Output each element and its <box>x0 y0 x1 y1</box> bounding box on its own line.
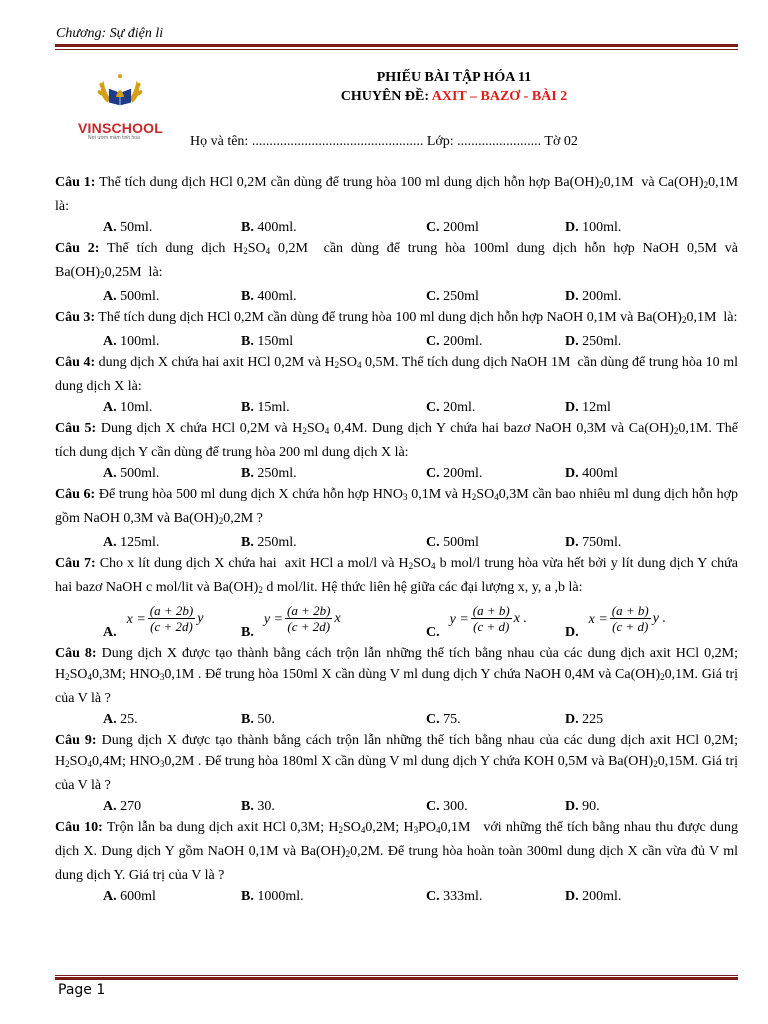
option-d: D. 200ml. <box>565 289 622 304</box>
formula-option-c: C. y = $\frac{(a + b)}{(c + d)}$ x . <box>426 603 527 640</box>
question-number: Câu 1: <box>55 175 96 190</box>
option-b: B. 150ml <box>241 334 294 349</box>
option-b: B. 250ml. <box>241 535 297 550</box>
title-line-1: PHIẾU BÀI TẬP HÓA 11 <box>376 70 532 85</box>
option-a: A. 600ml <box>103 889 156 904</box>
formula-option-b: B. y = $\frac{(a + 2b)}{(c + 2d)}$ x <box>241 603 341 640</box>
option-c: C. 300. <box>426 799 468 814</box>
question-number: Câu 8: <box>55 646 97 661</box>
option-d: D. 12ml <box>565 400 611 415</box>
answer-options <box>55 532 738 553</box>
option-b: B. 30. <box>241 799 275 814</box>
answer-options <box>55 886 738 907</box>
question-7 <box>55 553 738 601</box>
question-text: dung dịch X chứa hai axit HCl 0,2M và $H_2SO_4$ 0,5M. Thể tích dung dịch NaOH 1M cần dùng để trung hòa 10 ml dung dịch X là: <box>55 355 739 394</box>
option-a: A. 500ml. <box>103 466 160 481</box>
option-d: D. 750ml. <box>565 535 622 550</box>
question-list <box>55 172 738 907</box>
question-1 <box>55 172 738 217</box>
option-d: D. 100ml. <box>565 220 622 235</box>
chapter-header: Chương: Sự điện li <box>56 26 164 41</box>
option-c: C. 250ml <box>426 289 479 304</box>
option-a: A. 25. <box>103 712 138 727</box>
formula-option-a: A. x = $\frac{(a + 2b)}{(c + 2d)}$ y <box>103 603 204 640</box>
worksheet-title <box>0 70 768 86</box>
logo-wordmark: VINSCHOOL <box>78 120 164 136</box>
formula-option-d: D. x = $\frac{(a + b)}{(c + d)}$ y . <box>565 603 666 640</box>
question-text: Thể tích dung dịch HCl 0,2M cần dùng để trung hòa 100 ml dung dịch hỗn hợp NaOH 0,1M và $Ba(OH)_20,1M$ là: <box>95 310 738 325</box>
question-number: Câu 3: <box>55 310 96 325</box>
footer-rule-thick <box>55 977 738 980</box>
formula-options <box>55 603 738 643</box>
title-prefix: CHUYÊN ĐỀ: <box>340 89 432 104</box>
footer-rule-thin <box>55 975 738 976</box>
question-4 <box>55 352 738 397</box>
option-b: B. 1000ml. <box>241 889 304 904</box>
question-text: Trộn lẫn ba dung dịch axit HCl 0,3M; $H_2SO_40,2M$; $H_3PO_40,1M$ với những thể tích bằng nhau thu được dung dịch X. Dung dịch Y gồm NaOH 0,1M và $Ba(OH)_20,2M$. Để trung hòa hoàn toàn 300ml dung dịch X cần vừa đủ V ml dung dịch Y. Giá trị của V là ? <box>55 820 739 883</box>
header-rule-thick <box>55 44 738 47</box>
question-2 <box>55 238 738 286</box>
question-3 <box>55 307 738 331</box>
option-b: B. 400ml. <box>241 220 297 235</box>
question-8 <box>55 643 738 709</box>
student-info-line: Họ và tên: ................................................. Lớp: ........................ Tờ 02 <box>190 134 578 149</box>
option-d: D. 200ml. <box>565 889 622 904</box>
answer-options <box>55 331 738 352</box>
option-d: D. 400ml <box>565 466 618 481</box>
question-text: Dung dịch X được tạo thành bằng cách trộn lẫn những thể tích bằng nhau của các dung dịch axit HCl 0,2M; $H_2SO_40,4M$; $HNO_30,2M$ . Để trung hòa 180ml X cần dùng V ml dung dịch Y chứa KOH 0,5M và $Ba(OH)_20,15M$. Giá trị của V là ? <box>55 733 738 793</box>
question-text: Cho x lít dung dịch X chứa hai axit HCl a mol/l và $H_2SO_4$ b mol/l trung hòa vừa hết bởi y lít dung dịch Y chứa hai bazơ NaOH c mol/lit và $Ba(OH)_2$ d mol/lit. Hệ thức liên hệ giữa các đại lượng x, y, a ,b là: <box>55 556 738 595</box>
option-c: C. 500ml <box>426 535 479 550</box>
option-b: B. 15ml. <box>241 400 290 415</box>
question-9 <box>55 730 738 796</box>
question-number: Câu 10: <box>55 820 103 835</box>
option-a: A. 500ml. <box>103 289 160 304</box>
option-a: A. 270 <box>103 799 142 814</box>
question-6 <box>55 484 738 532</box>
worksheet-subtitle <box>0 89 768 105</box>
option-a: A. 50ml. <box>103 220 153 235</box>
title-topic: AXIT – BAZƠ - BÀI 2 <box>431 89 568 104</box>
option-b: B. 50. <box>241 712 275 727</box>
option-a: A. 125ml. <box>103 535 160 550</box>
option-b: B. 400ml. <box>241 289 297 304</box>
answer-options <box>55 397 738 418</box>
question-text: Dung dịch X chứa HCl 0,2M và $H_2SO_4$ 0,4M. Dung dịch Y chứa hai bazơ NaOH 0,3M và $Ca(OH)_20,1M$. Thể tích dung dịch Y cần dùng để trung hòa 200 ml dung dịch X là: <box>55 421 738 460</box>
question-text: Dung dịch X được tạo thành bằng cách trộn lẫn những thể tích bằng nhau của các dung dịch axit HCl 0,2M; $H_2SO_40,3M$; $HNO_30,1M$ . Để trung hòa 150ml X cần dùng V ml dung dịch Y chứa NaOH 0,4M và $Ca(OH)_20,1M$. Giá trị của V là ? <box>55 646 738 706</box>
option-a: A. 100ml. <box>103 334 160 349</box>
option-c: C. 200ml. <box>426 466 483 481</box>
answer-options <box>55 463 738 484</box>
question-number: Câu 2: <box>55 241 100 256</box>
page-number: Page 1 <box>58 982 106 998</box>
option-a: A. 10ml. <box>103 400 153 415</box>
question-number: Câu 6: <box>55 487 96 502</box>
question-5 <box>55 418 738 463</box>
option-c: C. 333ml. <box>426 889 483 904</box>
option-c: C. 200ml <box>426 220 479 235</box>
question-10 <box>55 817 738 886</box>
option-d: D. 250ml. <box>565 334 622 349</box>
logo-tagline: Nơi ươm mầm tinh hoa <box>88 135 140 141</box>
option-c: C. 20ml. <box>426 400 476 415</box>
option-d: D. 90. <box>565 799 600 814</box>
option-c: C. 75. <box>426 712 461 727</box>
answer-options <box>55 217 738 238</box>
option-b: B. 250ml. <box>241 466 297 481</box>
question-number: Câu 7: <box>55 556 96 571</box>
question-text: Thể tích dung dịch $H_2SO_4$ 0,2M cần dùng để trung hòa 100ml dung dịch hỗn hợp NaOH 0,5M và $Ba(OH)_20,25M$ là: <box>55 241 738 280</box>
question-text: Để trung hòa 500 ml dung dịch X chứa hỗn hợp $HNO_3$ 0,1M và $H_2SO_40,3M$ cần bao nhiêu ml dung dịch hỗn hợp gồm NaOH 0,3M và $Ba(OH)_20,2M$ ? <box>55 487 738 526</box>
question-text: Thể tích dung dịch HCl 0,2M cần dùng để trung hòa 100 ml dung dịch hỗn hợp $Ba(OH)_20,1M$ và $Ca(OH)_20,1M$ là: <box>55 175 739 214</box>
question-number: Câu 4: <box>55 355 96 370</box>
answer-options <box>55 286 738 307</box>
question-number: Câu 9: <box>55 733 97 748</box>
question-number: Câu 5: <box>55 421 97 436</box>
answer-options <box>55 709 738 730</box>
option-d: D. 225 <box>565 712 604 727</box>
header-rule-thin <box>55 49 738 50</box>
answer-options <box>55 796 738 817</box>
option-c: C. 200ml. <box>426 334 483 349</box>
